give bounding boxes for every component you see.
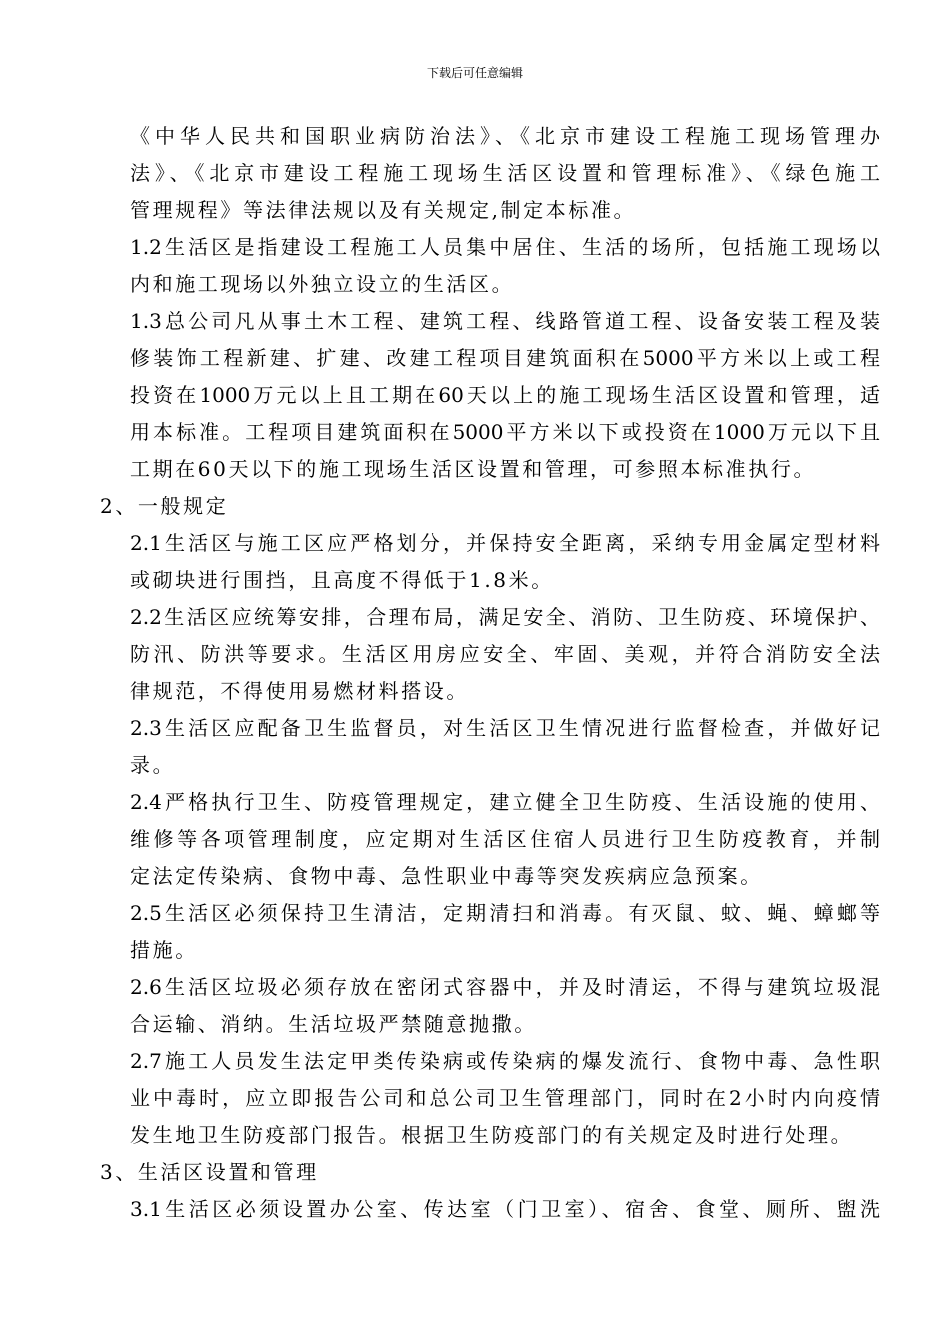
paragraph-line: 2.7施工人员发生法定甲类传染病或传染病的爆发流行、食物中毒、急性职 <box>130 1049 880 1073</box>
paragraph-line: 发生地卫生防疫部门报告。根据卫生防疫部门的有关规定及时进行处理。 <box>130 1123 854 1147</box>
paragraph-line: 维修等各项管理制度，应定期对生活区住宿人员进行卫生防疫教育，并制 <box>130 827 880 851</box>
paragraph-line: 法》、《北京市建设工程施工现场生活区设置和管理标准》、《绿色施工 <box>130 161 880 185</box>
paragraph-line: 合运输、消纳。生活垃圾严禁随意抛撒。 <box>130 1012 537 1036</box>
paragraph-line: 内和施工现场以外独立设立的生活区。 <box>130 272 515 296</box>
paragraph-line: 管理规程》等法律法规以及有关规定,制定本标准。 <box>130 198 637 222</box>
paragraph-line: 2.2生活区应统筹安排，合理布局，满足安全、消防、卫生防疫、环境保护、 <box>130 605 880 629</box>
paragraph-line: 工期在60天以下的施工现场生活区设置和管理，可参照本标准执行。 <box>130 457 817 481</box>
document-body <box>100 118 880 1228</box>
paragraph-line: 2.4严格执行卫生、防疫管理规定，建立健全卫生防疫、生活设施的使用、 <box>130 790 880 814</box>
paragraph-line: 防汛、防洪等要求。生活区用房应安全、牢固、美观，并符合消防安全法 <box>130 642 880 666</box>
paragraph-line: 投资在1000万元以上且工期在60天以上的施工现场生活区设置和管理，适 <box>130 383 880 407</box>
paragraph-line: 修装饰工程新建、扩建、改建工程项目建筑面积在5000平方米以上或工程 <box>130 346 880 370</box>
paragraph-line: 2.1生活区与施工区应严格划分，并保持安全距离，采纳专用金属定型材料 <box>130 531 880 555</box>
paragraph-line: 2.6生活区垃圾必须存放在密闭式容器中，并及时清运，不得与建筑垃圾混 <box>130 975 880 999</box>
paragraph-line: 录。 <box>130 753 176 777</box>
paragraph-line: 2.3生活区应配备卫生监督员，对生活区卫生情况进行监督检查，并做好记 <box>130 716 880 740</box>
paragraph-line: 2.5生活区必须保持卫生清洁，定期清扫和消毒。有灭鼠、蚊、蝇、蟑螂等 <box>130 901 880 925</box>
section-heading: 2、一般规定 <box>100 494 229 518</box>
page-header: 下载后可任意编辑 <box>426 66 523 80</box>
paragraph-line: 定法定传染病、食物中毒、急性职业中毒等突发疾病应急预案。 <box>130 864 763 888</box>
paragraph-line: 用本标准。工程项目建筑面积在5000平方米以下或投资在1000万元以下且 <box>130 420 880 444</box>
paragraph-line: 3.1生活区必须设置办公室、传达室（门卫室）、宿舍、食堂、厕所、盥洗 <box>130 1197 880 1221</box>
paragraph-line: 1.3总公司凡从事土木工程、建筑工程、线路管道工程、设备安装工程及装 <box>130 309 880 333</box>
paragraph-line: 措施。 <box>130 938 198 962</box>
paragraph-line: 律规范，不得使用易燃材料搭设。 <box>130 679 469 703</box>
paragraph-line: 1.2生活区是指建设工程施工人员集中居住、生活的场所，包括施工现场以 <box>130 235 880 259</box>
paragraph-line: 《中华人民共和国职业病防治法》、《北京市建设工程施工现场管理办 <box>130 124 880 148</box>
section-heading: 3、生活区设置和管理 <box>100 1160 319 1184</box>
paragraph-line: 业中毒时，应立即报告公司和总公司卫生管理部门，同时在2小时内向疫情 <box>130 1086 880 1110</box>
paragraph-line: 或砌块进行围挡，且高度不得低于1.8米。 <box>130 568 554 592</box>
